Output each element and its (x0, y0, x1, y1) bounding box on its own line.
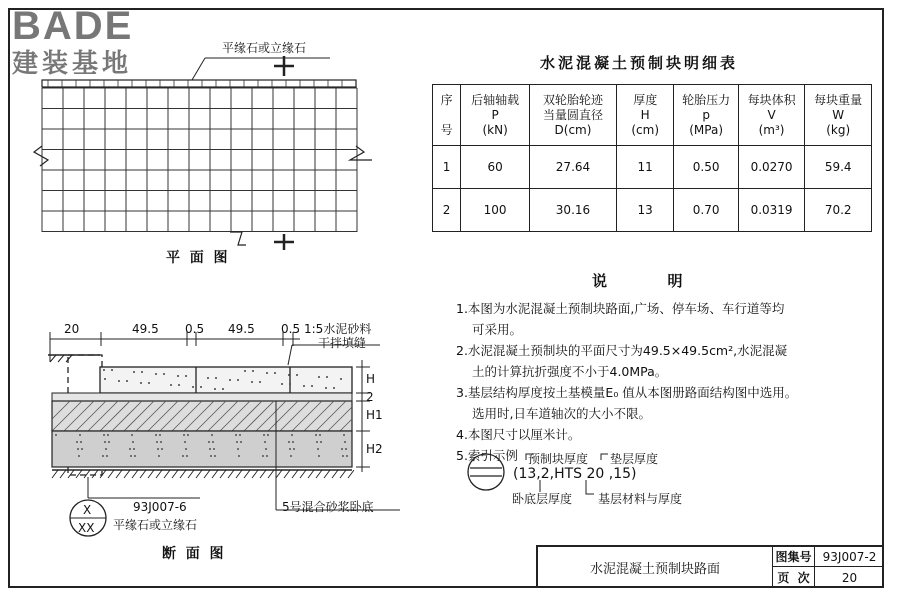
note-item: 土的计算抗折强度不小于4.0MPa。 (472, 364, 668, 379)
header-cell: 后轴轴载 P (kN) (461, 85, 530, 146)
ref-symbol-bottom: XX (78, 521, 95, 535)
spec-table (432, 84, 872, 232)
drawing-title: 水泥混凝土预制块路面 (589, 562, 720, 577)
dim-joint-1: 0.5 (185, 322, 205, 336)
label-bed-thickness: 卧底层厚度 (512, 492, 573, 506)
dim-joint-2: 0.5 (281, 322, 301, 336)
joint-note-line1: 1:5水泥砂料 (304, 322, 372, 336)
header-cell: 轮胎压力 p (MPa) (674, 85, 738, 146)
table-cell: 27.64 (530, 146, 617, 189)
ref-code: 93J007-6 (133, 500, 187, 514)
table-cell: 0.0270 (738, 146, 805, 189)
spec-table-header-row (433, 85, 872, 146)
dim-curb: 20 (64, 322, 80, 336)
table-cell: 60 (461, 146, 530, 189)
table-cell: 0.0319 (738, 189, 805, 232)
note-item: 5.索引示例 (456, 448, 518, 463)
table-cell: 1 (433, 146, 461, 189)
logo-subtitle: 建装基地 (12, 49, 133, 79)
notes-title: 说 明 (592, 272, 686, 290)
index-formula: (13,2,HTS 20 ,15) (513, 466, 637, 482)
dim-block-2: 49.5 (228, 322, 255, 336)
table-cell: 59.4 (805, 146, 872, 189)
table-cell: 100 (461, 189, 530, 232)
header-cell: 双轮胎轮迹 当量圆直径 D(cm) (530, 85, 617, 146)
layer-h1: H1 (366, 408, 383, 422)
title-block (536, 545, 884, 588)
logo-brand: BADE (12, 4, 134, 48)
header-cell: 厚度 H (cm) (616, 85, 674, 146)
note-item: 4.本图尺寸以厘米计。 (456, 427, 581, 442)
table-cell: 2 (433, 189, 461, 232)
table-row (433, 189, 872, 232)
note-item: 可采用。 (472, 322, 523, 337)
note-item: 3.基层结构厚度按土基模量E₀ 值从本图册路面结构图中选用。 (456, 385, 798, 400)
table-cell: 13 (616, 189, 674, 232)
ref-symbol-top: X (83, 503, 92, 517)
atlas-label: 图集号 (772, 547, 814, 567)
header-cell: 序 号 (433, 85, 461, 146)
note-item: 选用时,日车道轴次的大小不限。 (472, 406, 651, 421)
atlas-number: 93J007-2 (814, 547, 884, 567)
table-cell: 0.50 (674, 146, 738, 189)
table-cell: 0.70 (674, 189, 738, 232)
section-curb-label: 平缘石或立缘石 (113, 518, 198, 532)
layer-2: 2 (366, 390, 374, 404)
table-cell: 70.2 (805, 189, 872, 232)
dim-block-1: 49.5 (132, 322, 159, 336)
page-number: 20 (814, 567, 884, 588)
header-cell: 每块体积 V (m³) (738, 85, 805, 146)
mortar-label: 5号混合砂浆卧底 (282, 500, 374, 514)
section-caption: 断 面 图 (162, 546, 224, 562)
joint-note-line2: 干拌填缝 (318, 336, 367, 350)
spec-table-title: 水泥混凝土预制块明细表 (540, 54, 739, 72)
layer-h: H (366, 372, 376, 386)
note-item: 2.水泥混凝土预制块的平面尺寸为49.5×49.5cm²,水泥混凝 (456, 343, 788, 358)
label-block-thickness: 预制块厚度 (528, 452, 589, 466)
header-cell: 每块重量 W (kg) (805, 85, 872, 146)
layer-h2: H2 (366, 442, 383, 456)
table-cell: 11 (616, 146, 674, 189)
notes-list (456, 298, 797, 466)
label-base-material: 基层材料与厚度 (598, 492, 683, 506)
label-cushion-thickness: 垫层厚度 (610, 452, 659, 466)
table-cell: 30.16 (530, 189, 617, 232)
plan-caption: 平 面 图 (166, 250, 228, 266)
plan-curb-label: 平缘石或立缘石 (222, 41, 307, 55)
note-item: 1.本图为水泥混凝土预制块路面,广场、停车场、车行道等均 (456, 301, 785, 316)
table-row (433, 146, 872, 189)
page-label: 页 次 (772, 567, 814, 588)
